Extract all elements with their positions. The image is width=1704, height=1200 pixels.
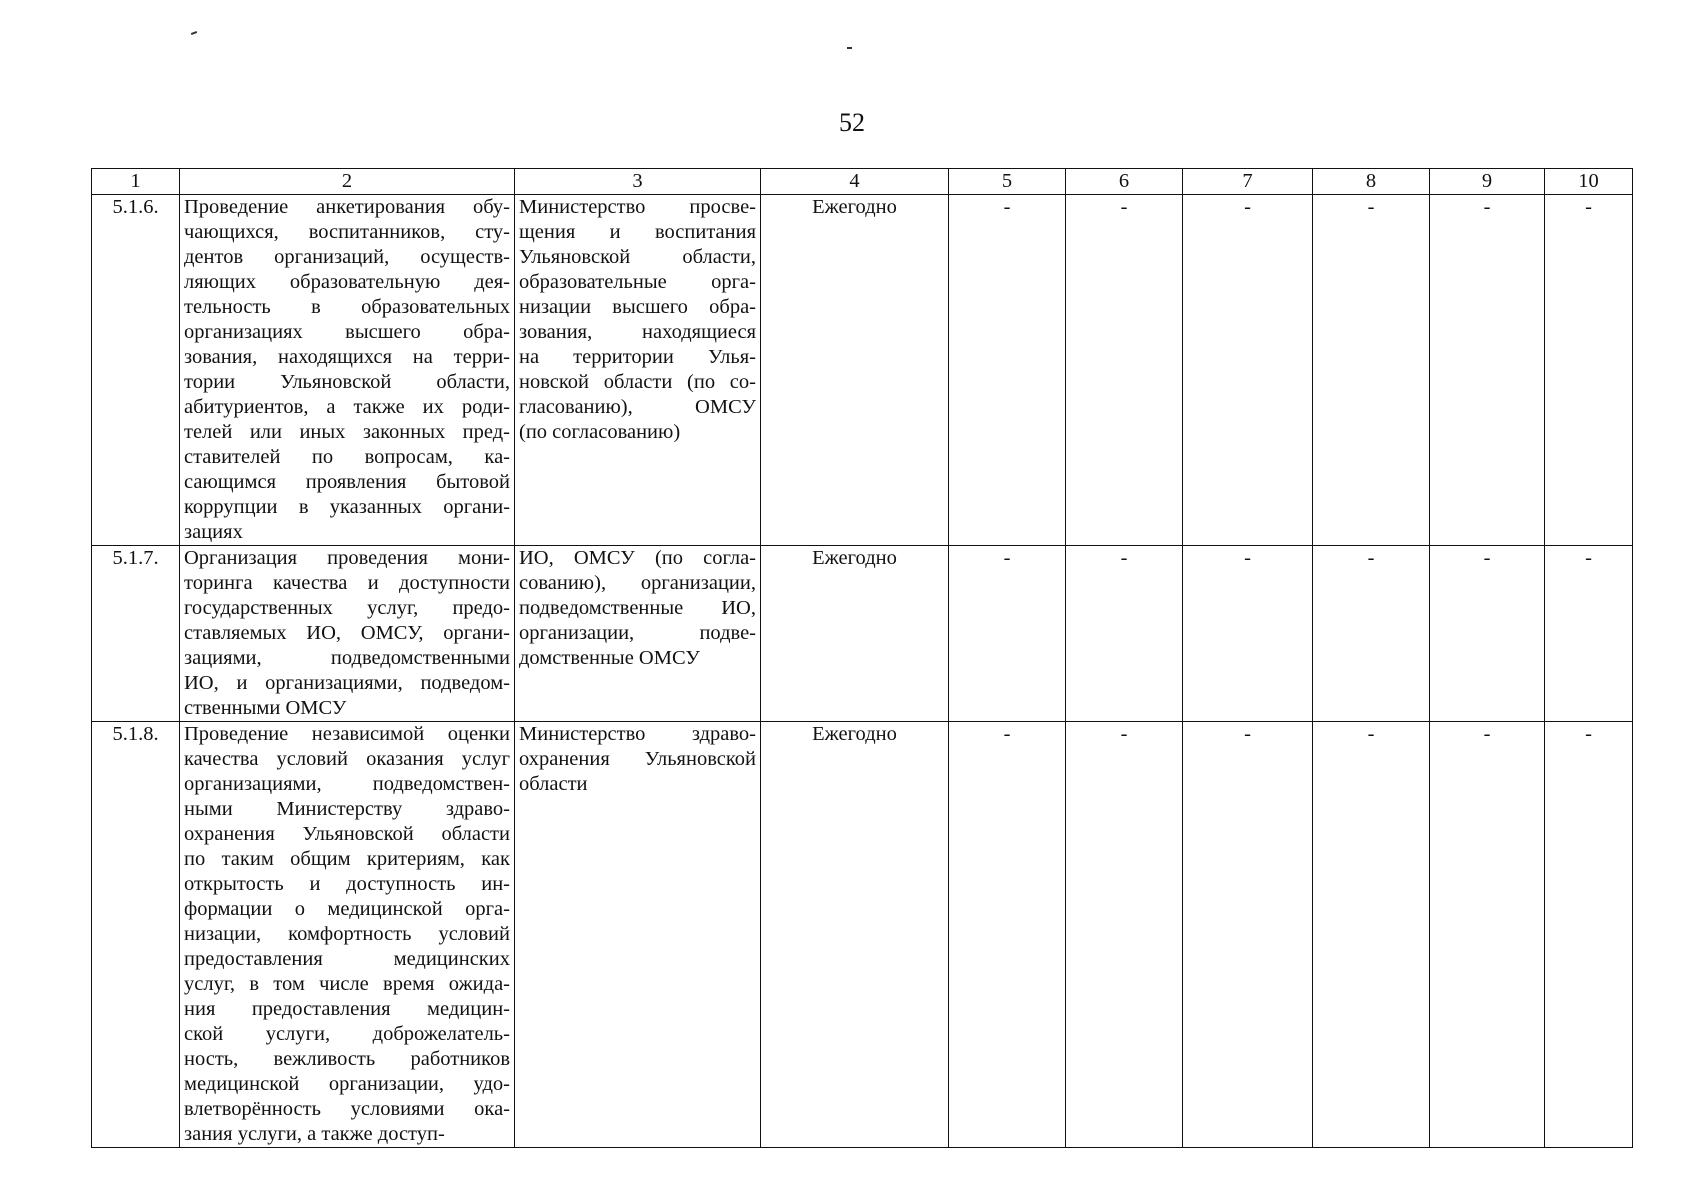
column-header: 2 (180, 169, 515, 195)
table-row (92, 195, 1633, 546)
item-number: 5.1.6. (92, 195, 180, 546)
item-number: 5.1.8. (92, 722, 180, 1148)
text-line: услуг, в том числе время ожида- (184, 973, 510, 995)
value-cell: - (1066, 722, 1183, 1148)
scan-speck (191, 31, 197, 35)
text-line: зациями, подведомственными (184, 647, 510, 669)
text-line: качества условий оказания услуг (184, 748, 510, 770)
text-line: торинга качества и доступности (184, 572, 510, 594)
text-line: низации высшего обра- (519, 296, 756, 318)
text-line: ставляемых ИО, ОМСУ, органи- (184, 622, 510, 644)
executor (515, 722, 761, 1148)
text-line: Ульяновской области, (519, 246, 756, 268)
column-header: 9 (1430, 169, 1545, 195)
term: Ежегодно (761, 546, 949, 722)
text-line: чающихся, воспитанников, сту- (184, 221, 510, 243)
text-line: зациях (184, 521, 243, 543)
text-line: ными Министерству здраво- (184, 798, 510, 820)
term: Ежегодно (761, 722, 949, 1148)
value-cell: - (1545, 722, 1633, 1148)
value-cell: - (1066, 546, 1183, 722)
text-line: государственных услуг, предо- (184, 597, 510, 619)
text-line: открытость и доступность ин- (184, 873, 510, 895)
text-line: образовательные орга- (519, 271, 756, 293)
text-line: гласованию), ОМСУ (519, 396, 756, 418)
text-line: Проведение независимой оценки (184, 723, 510, 745)
text-line: низации, комфортность условий (184, 923, 510, 945)
table-row (92, 722, 1633, 1148)
text-line: Министерство здраво- (519, 723, 756, 745)
text-line: телей или иных законных пред- (184, 421, 510, 443)
text-line: Министерство просве- (519, 196, 756, 218)
text-line: сающимся проявления бытовой (184, 471, 510, 493)
column-header: 6 (1066, 169, 1183, 195)
measures-table (91, 168, 1633, 1148)
header-row (92, 169, 1633, 195)
column-header: 7 (1183, 169, 1313, 195)
text-line: тельность в образовательных (184, 296, 510, 318)
text-line: ИО, и организациями, подведом- (184, 672, 510, 694)
text-line: ИО, ОМСУ (по согла- (519, 547, 756, 569)
scan-speck (847, 47, 852, 49)
term: Ежегодно (761, 195, 949, 546)
text-line: домственные ОМСУ (519, 647, 700, 669)
column-header: 8 (1313, 169, 1430, 195)
column-header: 5 (949, 169, 1066, 195)
text-line: организациями, подведомствен- (184, 773, 510, 795)
value-cell: - (1313, 546, 1430, 722)
value-cell: - (1545, 546, 1633, 722)
text-line: ской услуги, доброжелатель- (184, 1023, 510, 1045)
column-header: 3 (515, 169, 761, 195)
measure-description (180, 195, 515, 546)
value-cell: - (949, 722, 1066, 1148)
text-line: абитуриентов, а также их роди- (184, 396, 510, 418)
value-cell: - (1183, 195, 1313, 546)
column-header: 10 (1545, 169, 1633, 195)
value-cell: - (1183, 722, 1313, 1148)
value-cell: - (1183, 546, 1313, 722)
text-line: Организация проведения мони- (184, 547, 510, 569)
value-cell: - (1313, 195, 1430, 546)
measure-description (180, 546, 515, 722)
value-cell: - (1313, 722, 1430, 1148)
text-line: зания услуги, а также доступ- (184, 1123, 445, 1145)
text-line: влетворённость условиями ока- (184, 1098, 510, 1120)
text-line: ляющих образовательную дея- (184, 271, 510, 293)
text-line: дентов организаций, осуществ- (184, 246, 510, 268)
text-line: ность, вежливость работников (184, 1048, 510, 1070)
text-line: организации, подве- (519, 622, 756, 644)
text-line: тории Ульяновской области, (184, 371, 510, 393)
text-line: зования, находящиеся (519, 321, 756, 343)
text-line: зования, находящихся на терри- (184, 346, 510, 368)
column-header: 4 (761, 169, 949, 195)
value-cell: - (1545, 195, 1633, 546)
text-line: сованию), организации, (519, 572, 756, 594)
text-line: щения и воспитания (519, 221, 756, 243)
page-number: 52 (839, 108, 865, 137)
value-cell: - (1430, 546, 1545, 722)
text-line: коррупции в указанных органи- (184, 496, 510, 518)
text-line: ставителей по вопросам, ка- (184, 446, 510, 468)
text-line: охранения Ульяновской области (184, 823, 510, 845)
value-cell: - (1066, 195, 1183, 546)
value-cell: - (949, 546, 1066, 722)
text-line: на территории Улья- (519, 346, 756, 368)
executor (515, 195, 761, 546)
item-number: 5.1.7. (92, 546, 180, 722)
column-header: 1 (92, 169, 180, 195)
text-line: охранения Ульяновской (519, 748, 756, 770)
text-line: медицинской организации, удо- (184, 1073, 510, 1095)
text-line: по таким общим критериям, как (184, 848, 510, 870)
text-line: организациях высшего обра- (184, 321, 510, 343)
executor (515, 546, 761, 722)
measure-description (180, 722, 515, 1148)
text-line: ственными ОМСУ (184, 697, 347, 719)
text-line: предоставления медицинских (184, 948, 510, 970)
value-cell: - (1430, 195, 1545, 546)
text-line: области (519, 773, 588, 795)
text-line: ния предоставления медицин- (184, 998, 510, 1020)
text-line: Проведение анкетирования обу- (184, 196, 510, 218)
text-line: новской области (по со- (519, 371, 756, 393)
text-line: (по согласованию) (519, 421, 681, 443)
text-line: подведомственные ИО, (519, 597, 756, 619)
table-row (92, 546, 1633, 722)
value-cell: - (1430, 722, 1545, 1148)
value-cell: - (949, 195, 1066, 546)
text-line: формации о медицинской орга- (184, 898, 510, 920)
